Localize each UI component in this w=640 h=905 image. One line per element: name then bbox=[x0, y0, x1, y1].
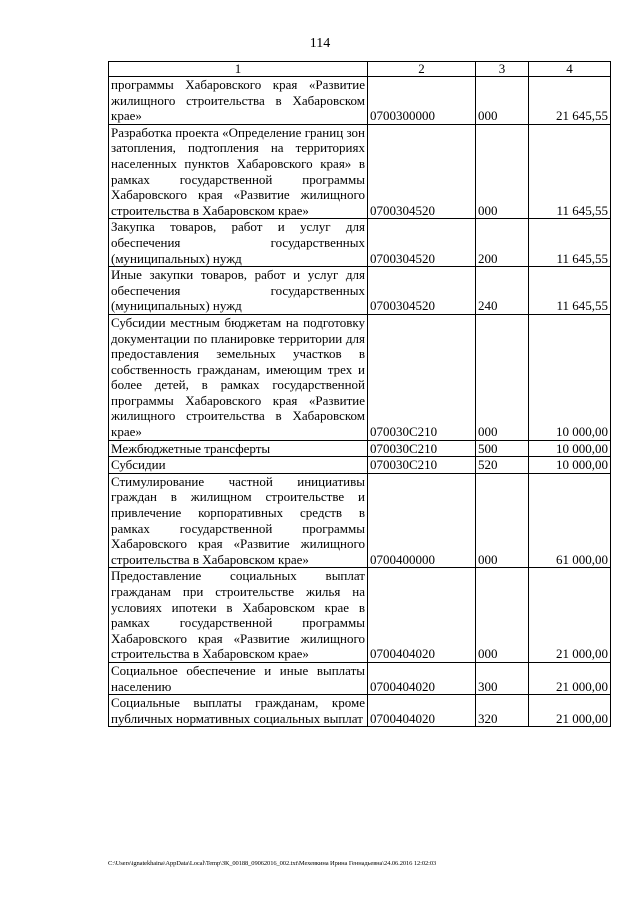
row-name: Межбюджетные трансферты bbox=[109, 440, 368, 457]
table-row bbox=[109, 219, 611, 267]
row-code: 0700304520 bbox=[368, 219, 476, 267]
row-amount: 61 000,00 bbox=[529, 473, 611, 568]
row-code: 070030С210 bbox=[368, 440, 476, 457]
row-code: 0700304520 bbox=[368, 124, 476, 219]
row-amount: 10 000,00 bbox=[529, 440, 611, 457]
budget-table bbox=[108, 61, 611, 727]
row-amount: 21 000,00 bbox=[529, 662, 611, 694]
row-code: 0700300000 bbox=[368, 77, 476, 125]
row-amount: 10 000,00 bbox=[529, 457, 611, 474]
row-name: Предоставление социальных выплат гражданам при строительстве жилья на условиях ипотеки в Хабаровском крае в рамках государственной программы Хабаровского края «Развитие жилищного строительства в Хабаровском крае» bbox=[109, 568, 368, 663]
table-header-row bbox=[109, 62, 611, 77]
row-name: Стимулирование частной инициативы граждан в жилищном строительстве и привлечение корпоративных средств в рамках государственной программы Хабаровского края «Развитие жилищного строительства в Хабаровском крае» bbox=[109, 473, 368, 568]
row-expense-type: 000 bbox=[476, 124, 529, 219]
table-row bbox=[109, 473, 611, 568]
row-code: 070030С210 bbox=[368, 457, 476, 474]
row-amount: 11 645,55 bbox=[529, 124, 611, 219]
row-amount: 21 000,00 bbox=[529, 568, 611, 663]
row-name: Социальные выплаты гражданам, кроме публичных нормативных социальных выплат bbox=[109, 695, 368, 727]
table-row bbox=[109, 124, 611, 219]
table-row bbox=[109, 662, 611, 694]
row-name: Закупка товаров, работ и услуг для обеспечения государственных (муниципальных) нужд bbox=[109, 219, 368, 267]
file-path-footer: C:\Users\ignatekhaina\AppData\Local\Temp\ЗК_00188_09062016_002.txt\Мехевкина Ирина Геннадьевна\24.06.2016 12:02:03 bbox=[108, 860, 437, 867]
row-code: 0700304520 bbox=[368, 267, 476, 315]
row-expense-type: 500 bbox=[476, 440, 529, 457]
row-expense-type: 520 bbox=[476, 457, 529, 474]
row-amount: 10 000,00 bbox=[529, 314, 611, 440]
row-name: Субсидии bbox=[109, 457, 368, 474]
row-code: 0700404020 bbox=[368, 568, 476, 663]
row-code: 0700404020 bbox=[368, 662, 476, 694]
page-number: 114 bbox=[309, 36, 331, 51]
row-amount: 11 645,55 bbox=[529, 267, 611, 315]
row-expense-type: 000 bbox=[476, 77, 529, 125]
row-expense-type: 320 bbox=[476, 695, 529, 727]
table-row bbox=[109, 440, 611, 457]
row-amount: 11 645,55 bbox=[529, 219, 611, 267]
row-amount: 21 000,00 bbox=[529, 695, 611, 727]
table-row bbox=[109, 267, 611, 315]
column-header: 3 bbox=[476, 62, 529, 77]
row-expense-type: 200 bbox=[476, 219, 529, 267]
column-header: 2 bbox=[368, 62, 476, 77]
row-expense-type: 240 bbox=[476, 267, 529, 315]
row-code: 070030С210 bbox=[368, 314, 476, 440]
table-row bbox=[109, 314, 611, 440]
row-name: программы Хабаровского края «Развитие жилищного строительства в Хабаровском крае» bbox=[109, 77, 368, 125]
table-row bbox=[109, 568, 611, 663]
row-name: Субсидии местным бюджетам на подготовку документации по планировке территории для предоставления земельных участков в собственность гражданам, имеющим трех и более детей, в рамках государственной программы Хабаровского края «Развитие жилищного строительства в Хабаровском крае» bbox=[109, 314, 368, 440]
column-header: 4 bbox=[529, 62, 611, 77]
row-name: Социальное обеспечение и иные выплаты населению bbox=[109, 662, 368, 694]
row-code: 0700404020 bbox=[368, 695, 476, 727]
row-expense-type: 000 bbox=[476, 568, 529, 663]
table-row bbox=[109, 457, 611, 474]
row-expense-type: 300 bbox=[476, 662, 529, 694]
row-expense-type: 000 bbox=[476, 314, 529, 440]
table-row bbox=[109, 77, 611, 125]
row-code: 0700400000 bbox=[368, 473, 476, 568]
row-name: Разработка проекта «Определение границ зон затопления, подтопления на территориях населенных пунктов Хабаровского края» в рамках государственной программы Хабаровского края «Развитие жилищного строительства в Хабаровском крае» bbox=[109, 124, 368, 219]
table-row bbox=[109, 695, 611, 727]
column-header: 1 bbox=[109, 62, 368, 77]
row-amount: 21 645,55 bbox=[529, 77, 611, 125]
row-expense-type: 000 bbox=[476, 473, 529, 568]
row-name: Иные закупки товаров, работ и услуг для обеспечения государственных (муниципальных) нужд bbox=[109, 267, 368, 315]
